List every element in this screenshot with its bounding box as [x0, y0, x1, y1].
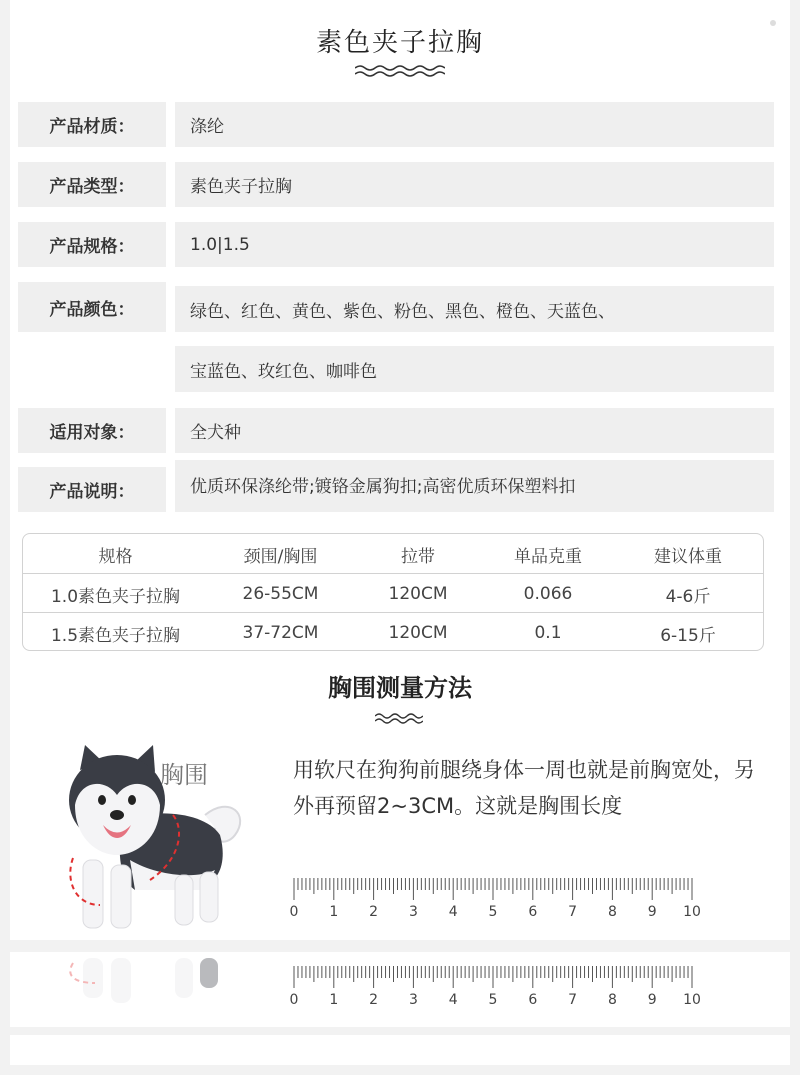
ruler-label: 9 [647, 904, 657, 920]
ruler-label: 1 [329, 904, 339, 920]
ruler-label: 8 [607, 992, 617, 1008]
table-cell: 4-6斤 [665, 586, 711, 607]
table-header: 单品克重 [514, 546, 582, 567]
spec-value-target: 全犬种 [175, 408, 774, 453]
table-header-row [23, 534, 763, 574]
table-row [23, 612, 763, 653]
measure-title: 胸围测量方法 [328, 674, 472, 702]
spec-value-type: 素色夹子拉胸 [175, 162, 774, 207]
ruler-label: 10 [683, 904, 701, 920]
ruler-label: 7 [568, 992, 578, 1008]
ruler-label: 5 [488, 992, 498, 1008]
spec-value-material: 涤纶 [175, 102, 774, 147]
spec-value-color-line2: 宝蓝色、玫红色、咖啡色 [175, 346, 774, 392]
ruler-label: 1 [329, 992, 339, 1008]
ruler-label: 2 [369, 992, 379, 1008]
ruler-label: 2 [369, 904, 379, 920]
table-row [23, 573, 763, 614]
spec-label-type: 产品类型： [18, 162, 166, 207]
ruler-label: 8 [607, 904, 617, 920]
title-wave-icon [355, 64, 445, 78]
husky-dog-reflection-icon [55, 958, 245, 1058]
table-header: 建议体重 [654, 546, 722, 567]
spec-label-material: 产品材质： [18, 102, 166, 147]
ruler-label: 0 [289, 904, 299, 920]
ruler-label: 5 [488, 904, 498, 920]
ruler-label: 4 [448, 992, 458, 1008]
measure-wave-icon [375, 712, 423, 724]
ruler-reflection-icon [280, 958, 710, 1013]
size-table [22, 533, 764, 651]
table-header: 规格 [98, 546, 133, 567]
table-cell: 120CM [388, 584, 448, 604]
ruler-label: 6 [528, 992, 538, 1008]
page-title: 素色夹子拉胸 [315, 28, 484, 58]
ruler-label: 6 [528, 904, 538, 920]
ruler-label: 10 [683, 992, 701, 1008]
table-cell: 1.5素色夹子拉胸 [50, 625, 181, 646]
measure-description: 用软尺在狗狗前腿绕身体一周也就是前胸宽处，另外再预留2~3CM。这就是胸围长度 [293, 758, 755, 818]
table-cell: 1.0素色夹子拉胸 [50, 586, 181, 607]
chest-label: 胸围 [160, 761, 208, 789]
ruler-label: 7 [568, 904, 578, 920]
spec-value-color: 绿色、红色、黄色、紫色、粉色、黑色、橙色、天蓝色、 [175, 286, 774, 332]
spec-value-description: 优质环保涤纶带;镀铬金属狗扣;高密优质环保塑料扣 [175, 460, 774, 512]
table-cell: 0.066 [523, 584, 573, 604]
ruler-icon [280, 870, 710, 925]
spec-value-size: 1.0|1.5 [175, 222, 774, 267]
ruler-label: 9 [647, 992, 657, 1008]
spec-label-description: 产品说明： [18, 467, 166, 512]
table-header: 颈围/胸围 [243, 546, 318, 567]
table-cell: 26-55CM [242, 584, 319, 604]
ruler-label: 0 [289, 992, 299, 1008]
ruler-label: 4 [448, 904, 458, 920]
ruler-label: 3 [408, 992, 418, 1008]
table-cell: 120CM [388, 623, 448, 643]
table-cell: 6-15斤 [660, 625, 716, 646]
husky-dog-illustration-icon [55, 740, 245, 930]
spec-label-target: 适用对象： [18, 408, 166, 453]
table-cell: 0.1 [534, 623, 562, 643]
table-cell: 37-72CM [242, 623, 319, 643]
spec-label-size: 产品规格： [18, 222, 166, 267]
ruler-label: 3 [408, 904, 418, 920]
table-header: 拉带 [401, 546, 435, 567]
spec-label-color: 产品颜色： [18, 282, 166, 332]
